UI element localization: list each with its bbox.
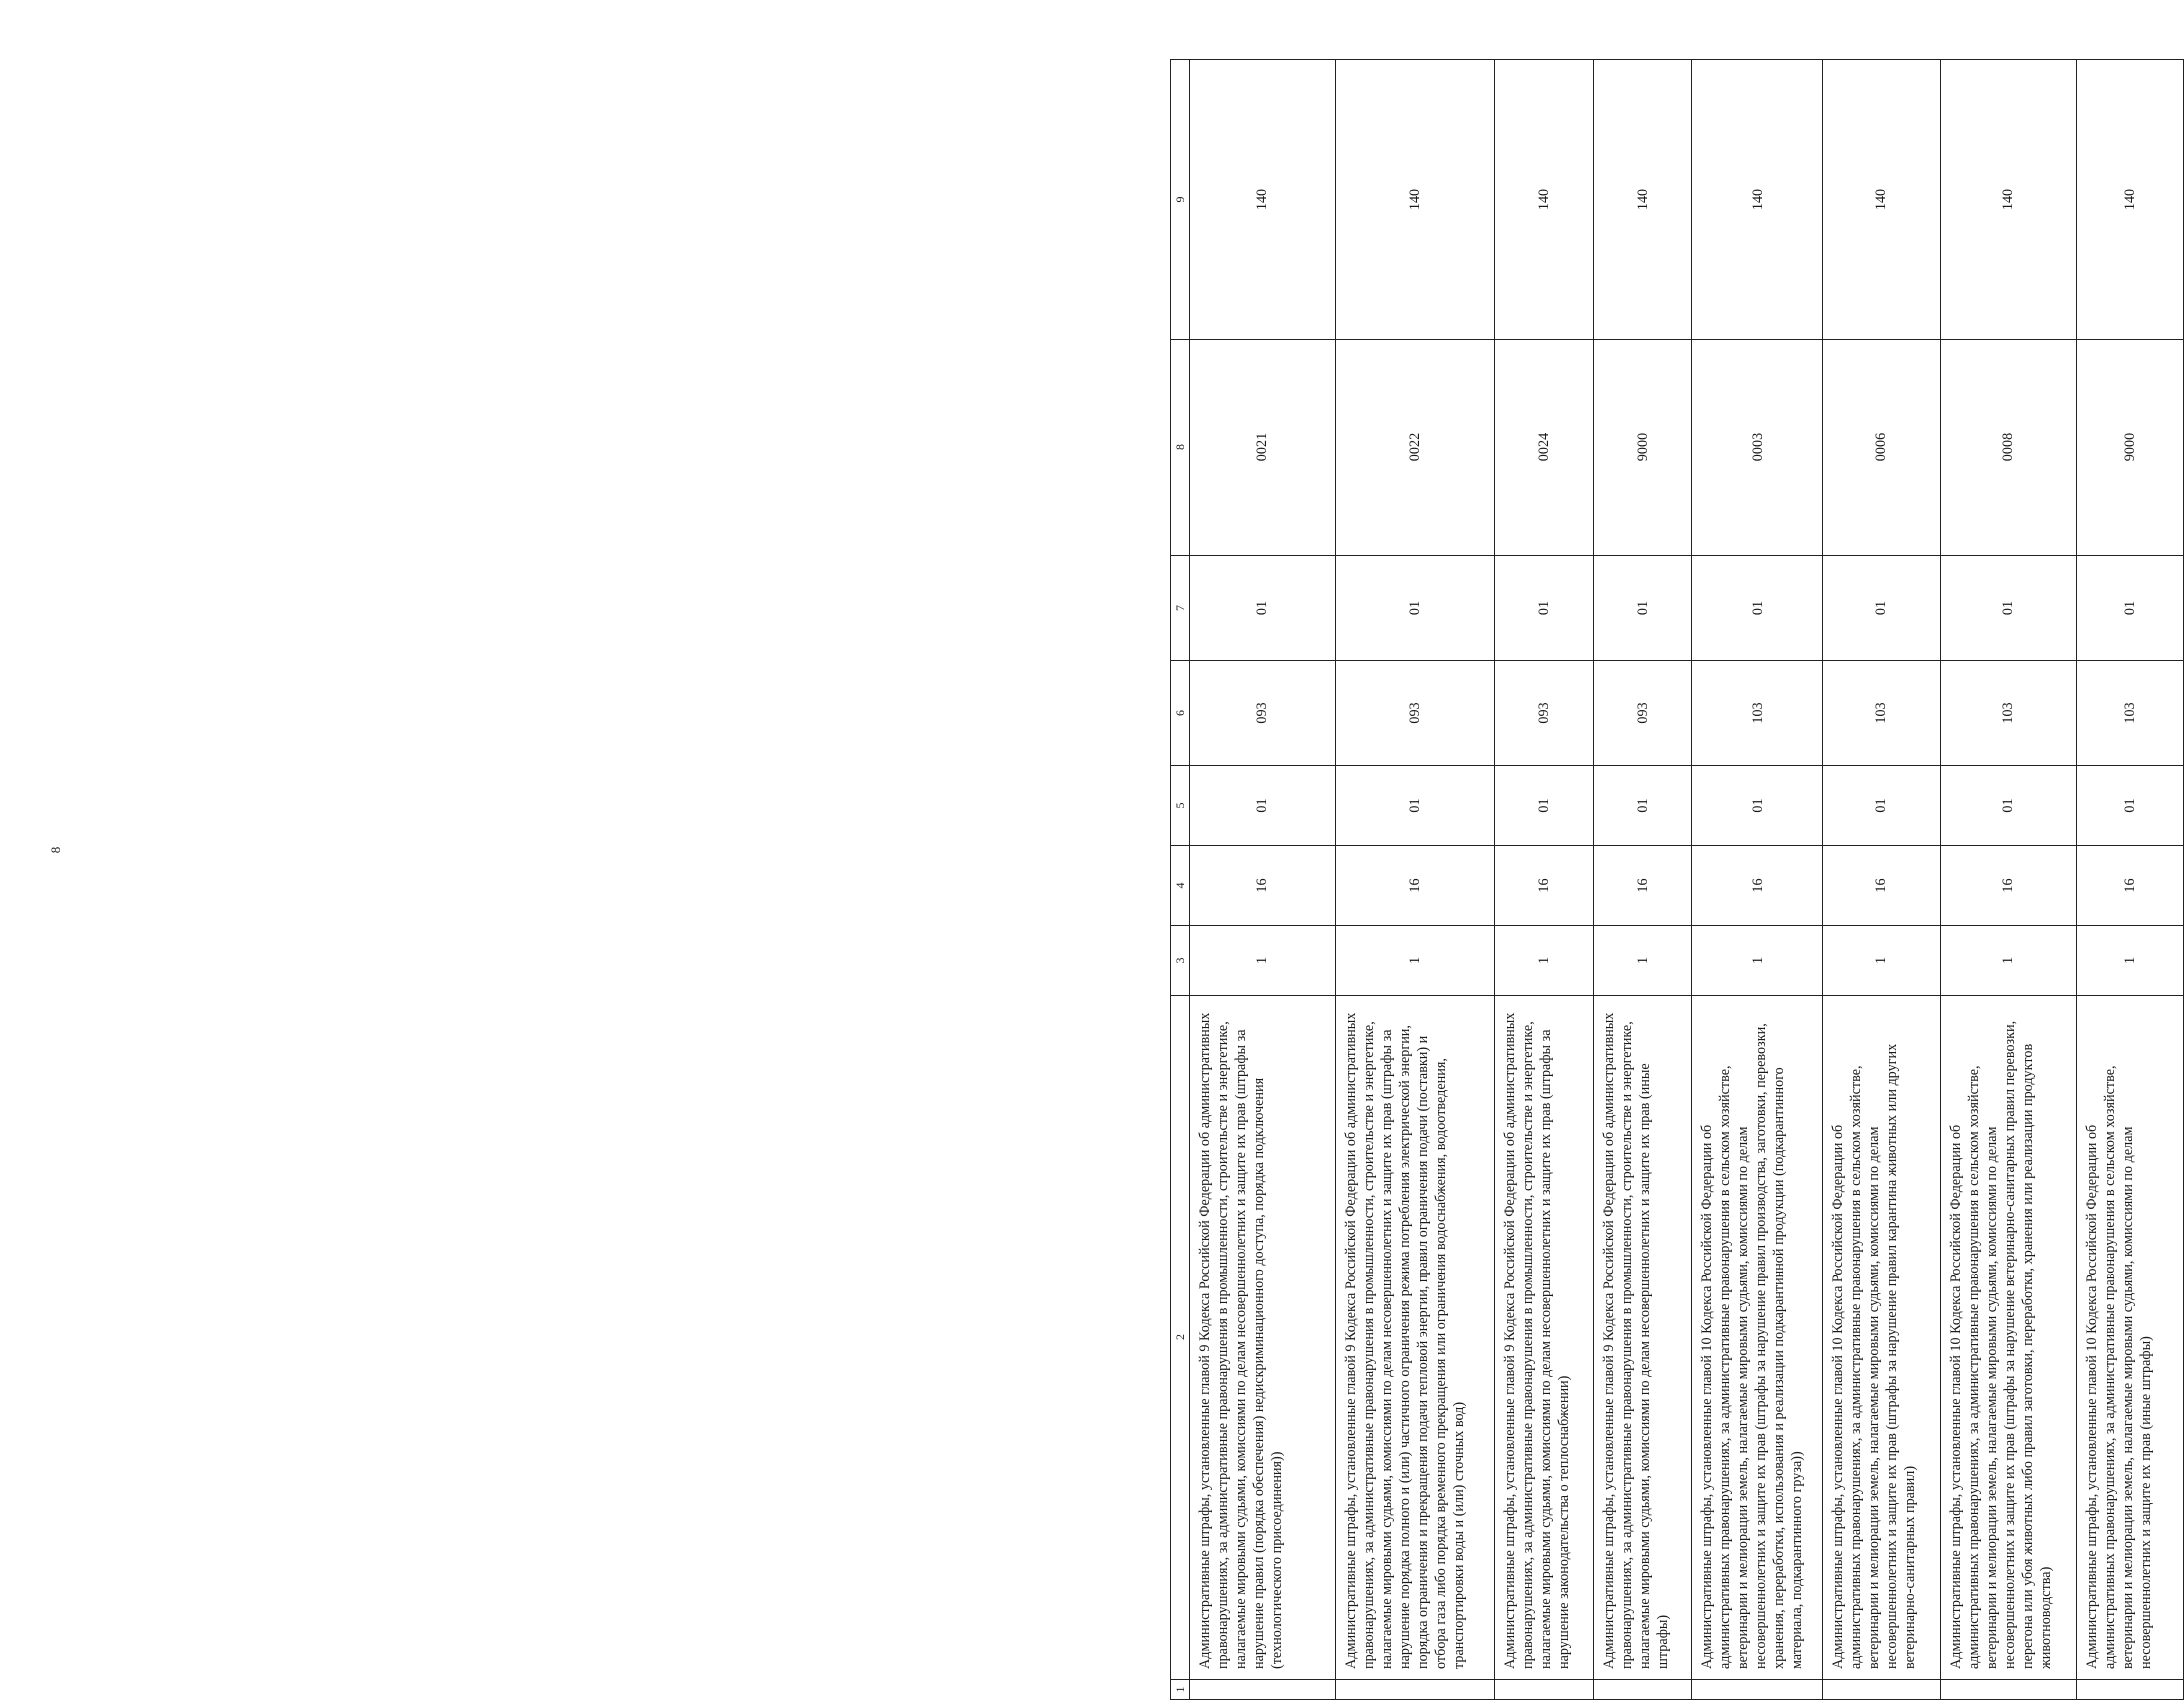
code-cell-8: 0003 (1692, 340, 1822, 556)
code-cell-6: 103 (2076, 661, 2183, 766)
row-index-cell (1822, 1680, 1940, 1700)
code-cell-6: 093 (1593, 661, 1692, 766)
code-cell-6: 103 (1692, 661, 1822, 766)
code-cell-5: 01 (1593, 766, 1692, 846)
code-cell-8: 9000 (2076, 340, 2183, 556)
column-number: 2 (1171, 996, 1190, 1680)
code-cell-9: 140 (2076, 60, 2183, 340)
code-cell-6: 093 (1190, 661, 1336, 766)
code-cell-9: 140 (1692, 60, 1822, 340)
code-cell-9: 140 (1822, 60, 1940, 340)
code-cell-8: 9000 (1593, 340, 1692, 556)
row-index-cell (1692, 1680, 1822, 1700)
code-cell-9: 140 (1190, 60, 1336, 340)
table-row (1940, 60, 2076, 1700)
code-cell-3: 1 (1495, 926, 1594, 996)
column-number: 1 (1171, 1680, 1190, 1700)
table-row (1593, 60, 1692, 1700)
table-row (1495, 60, 1594, 1700)
column-number: 6 (1171, 661, 1190, 766)
code-cell-5: 01 (1692, 766, 1822, 846)
code-cell-4: 16 (1822, 846, 1940, 926)
code-cell-3: 1 (1335, 926, 1495, 996)
row-index-cell (1593, 1680, 1692, 1700)
table-row (1335, 60, 1495, 1700)
code-cell-8: 0024 (1495, 340, 1594, 556)
code-cell-7: 01 (1593, 556, 1692, 661)
code-cell-6: 103 (1822, 661, 1940, 766)
row-index-cell (1335, 1680, 1495, 1700)
column-number: 3 (1171, 926, 1190, 996)
table-row (2076, 60, 2183, 1700)
code-cell-3: 1 (1822, 926, 1940, 996)
code-cell-6: 093 (1335, 661, 1495, 766)
column-number: 4 (1171, 846, 1190, 926)
page-number: 8 (48, 846, 63, 854)
column-number-row (1171, 60, 1190, 1700)
code-cell-9: 140 (1495, 60, 1594, 340)
table-container (1170, 60, 2184, 1700)
code-cell-9: 140 (1593, 60, 1692, 340)
code-cell-8: 0021 (1190, 340, 1336, 556)
code-cell-3: 1 (1190, 926, 1336, 996)
description-cell: Административные штрафы, установленные главой 9 Кодекса Российской Федерации об административных правонарушениях, за административные правонарушения в промышленности, строительстве и энергетике, налагаемые мировыми судьями, комиссиями по делам несовершеннолетних и защите их прав (штрафы за нарушение порядка полного и (или) частичного ограничения режима потребления электрической энергии, порядка ограничения и прекращения подачи тепловой энергии, правил ограничения подачи (поставки) и отбора газа либо порядка временного прекращения или ограничения водоснабжения, водоотведения, транспортировки воды и (или) сточных вод) (1335, 996, 1495, 1680)
code-cell-5: 01 (1495, 766, 1594, 846)
code-cell-6: 103 (1940, 661, 2076, 766)
code-cell-9: 140 (1335, 60, 1495, 340)
code-cell-7: 01 (1190, 556, 1336, 661)
code-cell-7: 01 (2076, 556, 2183, 661)
code-cell-6: 093 (1495, 661, 1594, 766)
code-cell-5: 01 (1335, 766, 1495, 846)
code-cell-3: 1 (1692, 926, 1822, 996)
code-cell-7: 01 (1692, 556, 1822, 661)
description-cell: Административные штрафы, установленные главой 10 Кодекса Российской Федерации об административных правонарушениях, за административные правонарушения в сельском хозяйстве, ветеринарии и мелиорации земель, налагаемые мировыми судьями, комиссиями по делам несовершеннолетних и защите их прав (иные штрафы) (2076, 996, 2183, 1680)
code-cell-7: 01 (1495, 556, 1594, 661)
table-row (1190, 60, 1336, 1700)
code-cell-7: 01 (1822, 556, 1940, 661)
description-cell: Административные штрафы, установленные главой 10 Кодекса Российской Федерации об административных правонарушениях, за административные правонарушения в сельском хозяйстве, ветеринарии и мелиорации земель, налагаемые мировыми судьями, комиссиями по делам несовершеннолетних и защите их прав (штрафы за нарушение правил карантина животных или других ветеринарно-санитарных правил) (1822, 996, 1940, 1680)
description-cell: Административные штрафы, установленные главой 9 Кодекса Российской Федерации об административных правонарушениях, за административные правонарушения в промышленности, строительстве и энергетике, налагаемые мировыми судьями, комиссиями по делам несовершеннолетних и защите их прав (штрафы за нарушение правил (порядка обеспечения) недискриминационного доступа, порядка подключения (технологического присоединения)) (1190, 996, 1336, 1680)
code-cell-4: 16 (2076, 846, 2183, 926)
code-cell-7: 01 (1335, 556, 1495, 661)
column-number: 7 (1171, 556, 1190, 661)
code-cell-3: 1 (2076, 926, 2183, 996)
description-cell: Административные штрафы, установленные главой 9 Кодекса Российской Федерации об административных правонарушениях, за административные правонарушения в промышленности, строительстве и энергетике, налагаемые мировыми судьями, комиссиями по делам несовершеннолетних и защите их прав (иные штрафы) (1593, 996, 1692, 1680)
code-cell-4: 16 (1692, 846, 1822, 926)
row-index-cell (1190, 1680, 1336, 1700)
code-cell-4: 16 (1495, 846, 1594, 926)
row-index-cell (1940, 1680, 2076, 1700)
description-cell: Административные штрафы, установленные главой 9 Кодекса Российской Федерации об административных правонарушениях, за административные правонарушения в промышленности, строительстве и энергетике, налагаемые мировыми судьями, комиссиями по делам несовершеннолетних и защите их прав (штрафы за нарушение законодательства о теплоснабжении) (1495, 996, 1594, 1680)
code-cell-5: 01 (1822, 766, 1940, 846)
code-cell-3: 1 (1940, 926, 2076, 996)
code-cell-5: 01 (1190, 766, 1336, 846)
description-cell: Административные штрафы, установленные главой 10 Кодекса Российской Федерации об административных правонарушениях, за административные правонарушения в сельском хозяйстве, ветеринарии и мелиорации земель, налагаемые мировыми судьями, комиссиями по делам несовершеннолетних и защите их прав (штрафы за нарушение ветеринарно-санитарных правил перевозки, перегона или убоя животных либо правил заготовки, переработки, хранения или реализации продуктов животноводства) (1940, 996, 2076, 1680)
code-cell-4: 16 (1335, 846, 1495, 926)
code-cell-4: 16 (1593, 846, 1692, 926)
code-cell-8: 0022 (1335, 340, 1495, 556)
code-cell-7: 01 (1940, 556, 2076, 661)
code-cell-5: 01 (2076, 766, 2183, 846)
table-row (1692, 60, 1822, 1700)
code-cell-4: 16 (1940, 846, 2076, 926)
row-index-cell (2076, 1680, 2183, 1700)
description-cell: Административные штрафы, установленные главой 10 Кодекса Российской Федерации об административных правонарушениях, за административные правонарушения в сельском хозяйстве, ветеринарии и мелиорации земель, налагаемые мировыми судьями, комиссиями по делам несовершеннолетних и защите их прав (штрафы за нарушение правил производства, заготовки, перевозки, хранения, переработки, использования и реализации подкарантинной продукции (подкарантинного материала, подкарантинного груза)) (1692, 996, 1822, 1680)
column-number: 8 (1171, 340, 1190, 556)
table-body (1190, 60, 2184, 1700)
row-index-cell (1495, 1680, 1594, 1700)
code-cell-8: 0008 (1940, 340, 2076, 556)
code-cell-9: 140 (1940, 60, 2076, 340)
table-row (1822, 60, 1940, 1700)
code-cell-5: 01 (1940, 766, 2076, 846)
budget-classification-table (1170, 59, 2184, 1700)
column-number: 9 (1171, 60, 1190, 340)
code-cell-8: 0006 (1822, 340, 1940, 556)
column-number: 5 (1171, 766, 1190, 846)
code-cell-3: 1 (1593, 926, 1692, 996)
code-cell-4: 16 (1190, 846, 1336, 926)
